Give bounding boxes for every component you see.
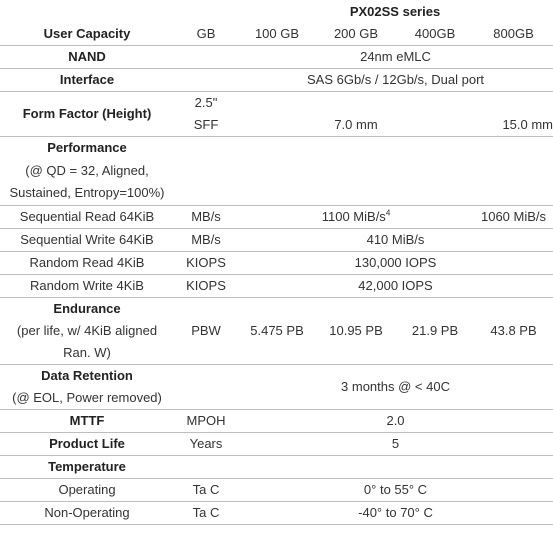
form-factor-v2: 15.0 mm: [502, 117, 553, 132]
performance-label: Performance: [47, 140, 127, 155]
rand-read-label: Random Read 4KiB: [0, 251, 174, 274]
nand-label: NAND: [0, 46, 174, 69]
form-factor-v1: 7.0 mm: [334, 117, 378, 132]
rand-write-row: [0, 274, 553, 297]
retention-line2: (@ EOL, Power removed): [12, 389, 162, 405]
seq-write-value: 410 MiB/s: [238, 228, 553, 251]
nand-value: 24nm eMLC: [238, 46, 553, 69]
endurance-row: [0, 297, 553, 364]
temperature-label: Temperature: [0, 455, 174, 478]
product-life-unit: Years: [174, 432, 238, 455]
capacity-unit: GB: [174, 23, 238, 46]
retention-label: Data Retention: [41, 367, 133, 383]
capacity-v2: 200 GB: [316, 23, 396, 46]
performance-line2: (@ QD = 32, Aligned,: [25, 162, 149, 178]
performance-row: [0, 137, 553, 206]
rand-write-unit: KIOPS: [174, 274, 238, 297]
product-life-value: 5: [238, 432, 553, 455]
seq-read-unit: MB/s: [174, 205, 238, 228]
form-factor-unit-line2: SFF: [193, 117, 219, 132]
form-factor-unit-line1: 2.5": [194, 95, 218, 110]
seq-write-row: [0, 228, 553, 251]
endurance-v3: 21.9 PB: [396, 297, 474, 364]
mttf-value: 2.0: [238, 409, 553, 432]
non-operating-value: -40° to 70° C: [238, 501, 553, 524]
retention-row: [0, 364, 553, 409]
capacity-v3: 400GB: [396, 23, 474, 46]
rand-read-unit: KIOPS: [174, 251, 238, 274]
rand-write-value: 42,000 IOPS: [238, 274, 553, 297]
mttf-unit: MPOH: [174, 409, 238, 432]
interface-row: [0, 69, 553, 92]
endurance-line3: Ran. W): [63, 344, 111, 360]
series-header-row: [0, 0, 553, 23]
operating-unit: Ta C: [174, 478, 238, 501]
rand-read-row: [0, 251, 553, 274]
endurance-line2: (per life, w/ 4KiB aligned: [16, 322, 158, 338]
seq-read-footnote: 4: [385, 208, 391, 218]
endurance-unit: PBW: [174, 297, 238, 364]
rand-write-label: Random Write 4KiB: [0, 274, 174, 297]
form-factor-label: Form Factor (Height): [0, 92, 174, 137]
seq-write-unit: MB/s: [174, 228, 238, 251]
mttf-row: [0, 409, 553, 432]
non-operating-label: Non-Operating: [0, 501, 174, 524]
seq-write-label: Sequential Write 64KiB: [0, 228, 174, 251]
rand-read-value: 130,000 IOPS: [238, 251, 553, 274]
performance-line3: Sustained, Entropy=100%): [9, 185, 165, 200]
seq-read-v2: 1060 MiB/s: [474, 205, 553, 228]
interface-value: SAS 6Gb/s / 12Gb/s, Dual port: [238, 69, 553, 92]
capacity-label: User Capacity: [0, 23, 174, 46]
capacity-row: [0, 23, 553, 46]
endurance-label: Endurance: [53, 300, 121, 316]
endurance-v2: 10.95 PB: [316, 297, 396, 364]
endurance-v4: 43.8 PB: [474, 297, 553, 364]
capacity-v1: 100 GB: [238, 23, 316, 46]
seq-read-label: Sequential Read 64KiB: [0, 205, 174, 228]
operating-label: Operating: [0, 478, 174, 501]
non-operating-unit: Ta C: [174, 501, 238, 524]
retention-value: 3 months @ < 40C: [238, 364, 553, 409]
capacity-v4: 800GB: [474, 23, 553, 46]
seq-read-v1: 1100 MiB/s: [321, 208, 386, 224]
product-life-label: Product Life: [0, 432, 174, 455]
nand-row: [0, 46, 553, 69]
endurance-v1: 5.475 PB: [238, 297, 316, 364]
mttf-label: MTTF: [0, 409, 174, 432]
seq-read-row: [0, 205, 553, 228]
form-factor-row: [0, 92, 553, 137]
series-title: PX02SS series: [349, 3, 441, 19]
non-operating-row: [0, 501, 553, 524]
interface-label: Interface: [0, 69, 174, 92]
operating-value: 0° to 55° C: [238, 478, 553, 501]
product-life-row: [0, 432, 553, 455]
operating-row: [0, 478, 553, 501]
temperature-row: [0, 455, 553, 478]
